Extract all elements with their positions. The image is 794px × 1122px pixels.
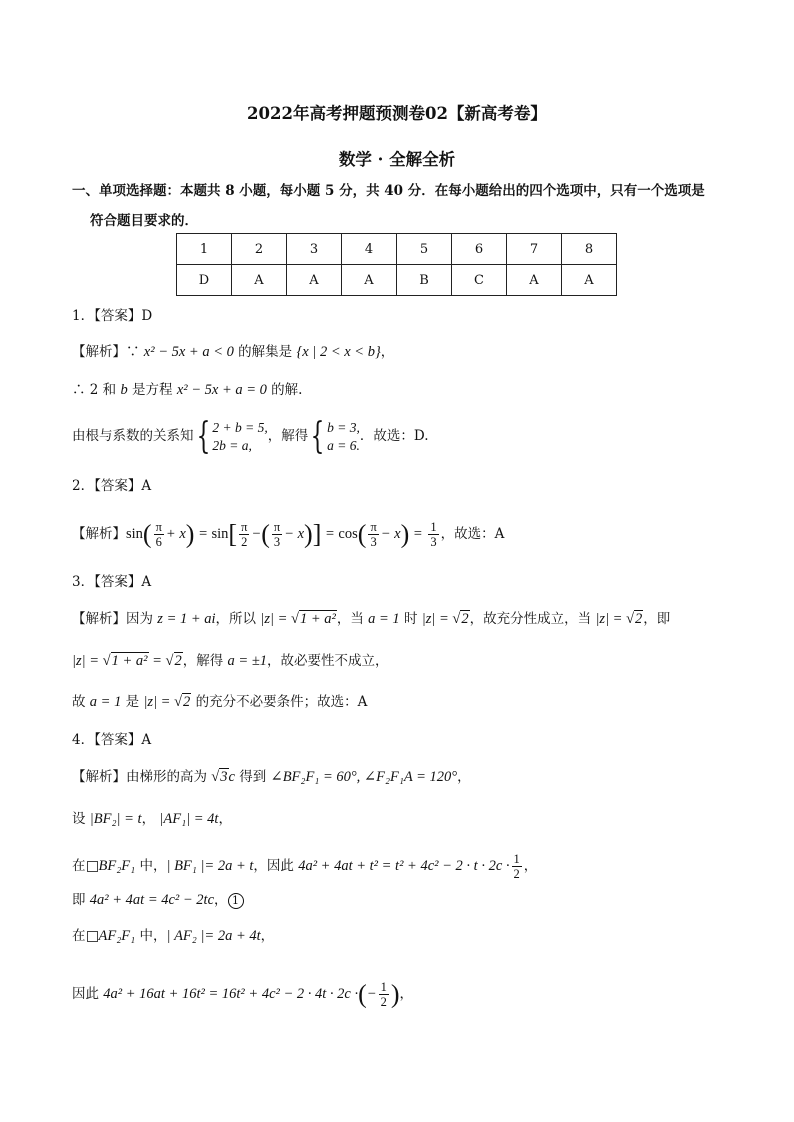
table-cell: A [507,265,562,296]
text-span: ， [214,892,228,908]
text-span: 【解析】∵ [72,344,144,360]
math-expression: x² − 5x + a = 0 [176,382,267,398]
q3-answer: 3．【答案】A [72,574,152,590]
text-span: ，故选：A [440,526,505,542]
q3-explanation-line1 [72,609,670,629]
answer-table-number-row [177,234,617,265]
table-cell: 3 [287,234,342,265]
math-expression: a = ±1 [227,653,268,669]
q1-explanation-line2 [72,380,302,400]
q4-explanation-line2 [72,809,232,829]
text-span: 的解. [266,382,303,398]
q1-explanation-line1 [72,342,394,362]
text-span: ，故充分性成立，当 [469,611,596,627]
circled-number: 1 [228,893,244,909]
math-expression: | BF₁ |= 2a + t [166,858,254,874]
math-formula: sin( $\frac{\pi}{6}$ + x) = sin[ $\frac{\pi}{2}$ −( $\frac{\pi}{3}$ − x)] = cos( $\frac{\pi}{3}$ − x) = $\frac{1}{3}$ [126,519,437,550]
q2-answer: 2．【答案】A [72,478,152,494]
text-span: 的充分不必要条件；故选：A [191,694,368,710]
math-expression: 4a² + 4at = 4c² − 2tc [89,892,215,908]
table-cell: A [232,265,287,296]
math-expression: AF₂F₁ [98,928,136,944]
equation-system [212,419,267,455]
text-span: ．故选：D. [359,428,429,444]
math-expression: 4a² + 16at + 16t² = 16t² + 4c² − 2 · 4t · 2c · [103,986,359,1002]
table-cell: 1 [177,234,232,265]
equation-system [327,419,360,455]
q1-answer: 1．【答案】D [72,308,153,324]
text-span: ，即 [643,611,671,627]
math-expression: {x | 2 < x < b} [296,344,381,360]
table-cell: 6 [452,234,507,265]
q4-explanation-line5 [72,926,274,946]
text-span: 【解析】因为 [72,611,158,627]
math-expression: |BF₂| = t [89,811,142,827]
text-span: 由根与系数的关系知 [72,428,194,444]
text-span: 是 [121,694,144,710]
table-cell: 7 [507,234,562,265]
q2-explanation [72,514,504,555]
fraction: $\frac{1}{2}$ [513,852,520,881]
left-brace-icon: { [310,415,325,457]
text-span: 是方程 [127,382,177,398]
math-expression: a = 1 [368,611,400,627]
text-span: ，故必要性不成立， [267,653,389,669]
left-brace-icon: { [196,415,210,457]
answer-table [176,233,617,296]
text-span: ∴ 2 和 [72,382,121,398]
text-span: 【解析】 [72,526,126,542]
section-heading-line1: 一、单项选择题：本题共 8 小题，每小题 5 分，共 40 分．在每小题给出的四个选项中，只有一个选项是 [72,183,705,199]
table-cell: B [397,265,452,296]
triangle-symbol-icon [87,861,98,872]
text-span: ， [399,986,413,1002]
math-expression: x² − 5x + a < 0 [143,344,234,360]
math-expression: b [120,382,128,398]
table-cell: 2 [232,234,287,265]
q4-explanation-line1 [72,767,471,787]
text-span: ，解得 [182,653,228,669]
text-span: 【解析】由梯形的高为 [72,769,212,785]
table-cell: D [177,265,232,296]
math-expression: 4a² + 4at + t² = t² + 4c² − 2 · t · 2c · [298,858,510,874]
math-expression: BF₂F₁ [98,858,136,874]
text-span: 的解集是 [233,344,297,360]
q4-explanation-line6 [72,972,413,1017]
section-heading-line2: 符合题目要求的． [90,213,198,229]
text-span: ，当 [336,611,369,627]
text-span: 中， [135,928,167,944]
table-cell: 4 [342,234,397,265]
q3-explanation-line3 [72,692,367,712]
text-span: 时 [399,611,422,627]
table-cell: 5 [397,234,452,265]
math-formula: √3c [211,769,235,785]
math-formula: (− $\frac{1}{2}$ ) [358,979,400,1010]
table-cell: A [287,265,342,296]
text-span: ， [380,344,395,360]
text-span: ，解得 [267,428,309,444]
triangle-symbol-icon [87,931,98,942]
q4-explanation-line4 [72,890,244,910]
text-span: ，所以 [215,611,261,627]
text-span: 在 [72,858,86,874]
text-span: 中， [135,858,167,874]
text-span: 因此 [72,986,104,1002]
page-title: 2022年高考押题预测卷02【新高考卷】 [247,104,547,123]
text-span: 即 [72,892,90,908]
text-span: ， [141,811,160,827]
text-span: 故 [72,694,90,710]
text-span: 设 [72,811,90,827]
text-span: ， [523,858,538,874]
equation-row: 2b = a, [212,437,252,453]
math-formula: |z| = √1 + a² = √2 [72,653,182,669]
math-expression: |AF₁| = 4t [159,811,219,827]
math-formula: |z| = √2 [143,694,191,710]
answer-table-answer-row [177,265,617,296]
math-expression: z = 1 + ai [157,611,216,627]
table-cell: A [342,265,397,296]
q1-explanation-line3 [72,416,429,457]
equation-row: a = 6. [327,437,360,453]
table-cell: C [452,265,507,296]
text-span: ，因此 [253,858,299,874]
equation-row: b = 3, [327,419,360,435]
math-expression: | AF₂ |= 2a + 4t [166,928,261,944]
text-span: 得到 [234,769,271,785]
text-span: 在 [72,928,86,944]
math-expression: a = 1 [89,694,122,710]
q4-answer: 4．【答案】A [72,732,152,748]
equation-row: 2 + b = 5, [212,419,268,435]
page-subtitle: 数学 · 全解全析 [338,150,456,169]
text-span: ， [218,811,232,827]
math-formula: |z| = √2 [421,611,469,627]
math-formula: |z| = √2 [595,611,643,627]
section-heading [72,176,732,236]
text-span: ， [260,928,275,944]
math-formula: |z| = √1 + a² [260,611,336,627]
text-span: ， [457,769,471,785]
math-expression: ∠BF₂F₁ = 60°, ∠F₂F₁A = 120° [270,769,458,785]
table-cell: A [562,265,617,296]
q4-explanation-line3 [72,846,537,886]
q3-explanation-line2 [72,651,389,671]
table-cell: 8 [562,234,617,265]
